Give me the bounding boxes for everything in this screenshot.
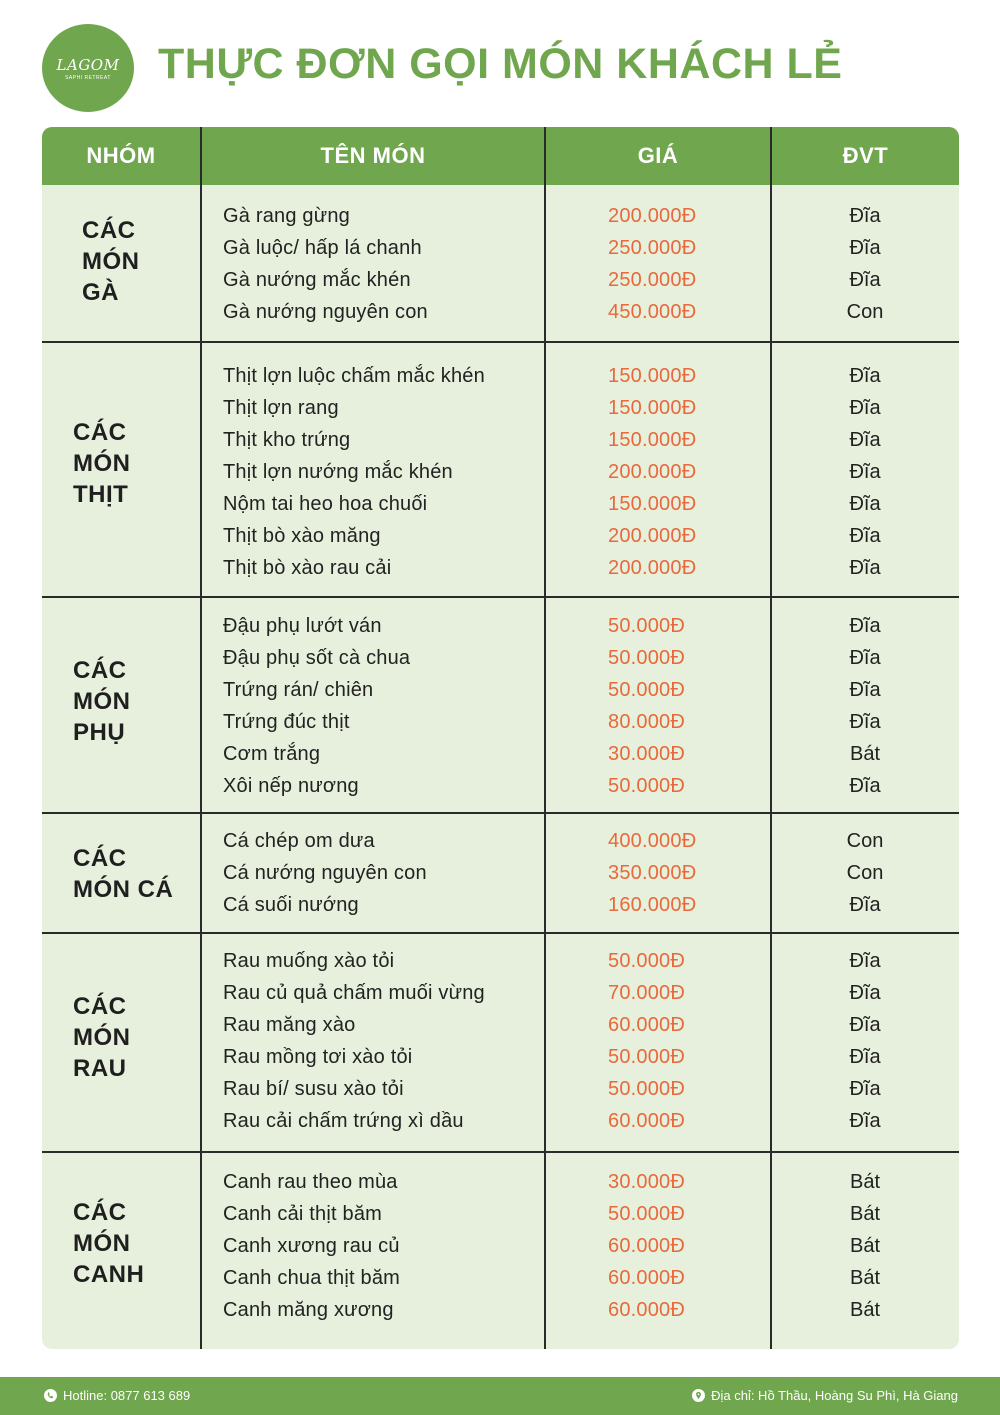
dish-price: 30.000Đ (608, 743, 686, 765)
dish-name: Cá nướng nguyên con (223, 862, 427, 884)
dish-price: 80.000Đ (608, 711, 686, 733)
dish-price: 450.000Đ (608, 301, 697, 323)
menu-item-row (42, 296, 959, 328)
dish-price: 50.000Đ (608, 679, 686, 701)
column-header-dish: TÊN MÓN (320, 143, 426, 168)
dish-price: 250.000Đ (608, 237, 697, 259)
dish-name: Thịt bò xào măng (223, 525, 381, 547)
group-label-line: CÁC (73, 1199, 127, 1226)
dish-name: Gà luộc/ hấp lá chanh (223, 237, 422, 259)
dish-name: Trứng rán/ chiên (223, 679, 374, 701)
dish-unit: Đĩa (849, 397, 881, 419)
table-header (42, 127, 959, 185)
dish-name: Nộm tai heo hoa chuối (223, 493, 428, 515)
phone-icon (44, 1389, 57, 1402)
dish-unit: Đĩa (849, 205, 881, 227)
dish-name: Cá suối nướng (223, 894, 359, 916)
dish-name: Rau mồng tơi xào tỏi (223, 1046, 413, 1068)
dish-price: 160.000Đ (608, 894, 697, 916)
dish-price: 200.000Đ (608, 205, 697, 227)
dish-name: Xôi nếp nương (223, 775, 359, 797)
column-header-price: GIÁ (637, 143, 679, 168)
menu-item-row (42, 857, 959, 889)
dish-name: Thịt kho trứng (223, 429, 351, 451)
dish-name: Đậu phụ sốt cà chua (223, 647, 411, 669)
brand-logo (42, 24, 134, 112)
dish-price: 50.000Đ (608, 1078, 686, 1100)
dish-price: 50.000Đ (608, 950, 686, 972)
menu-item-row (42, 945, 959, 977)
dish-price: 30.000Đ (608, 1171, 686, 1193)
dish-name: Canh xương rau củ (223, 1235, 400, 1257)
dish-unit: Đĩa (849, 557, 881, 579)
dish-name: Thịt lợn nướng mắc khén (223, 461, 453, 483)
dish-price: 60.000Đ (608, 1014, 686, 1036)
dish-unit: Con (846, 301, 884, 323)
dish-price: 70.000Đ (608, 982, 686, 1004)
menu-item-row (42, 770, 959, 802)
menu-item-row (42, 674, 959, 706)
menu-item-row (42, 825, 959, 857)
dish-name: Canh chua thịt băm (223, 1267, 401, 1289)
menu-item-row (42, 1041, 959, 1073)
group-divider (42, 1151, 959, 1153)
dish-name: Gà nướng mắc khén (223, 269, 411, 291)
dish-unit: Bát (849, 743, 881, 765)
menu-item-row (42, 610, 959, 642)
dish-name: Gà rang gừng (223, 205, 350, 227)
menu-item-row (42, 200, 959, 232)
dish-unit: Đĩa (849, 982, 881, 1004)
menu-item-row (42, 232, 959, 264)
footer-address (692, 1388, 958, 1403)
dish-unit: Đĩa (849, 237, 881, 259)
dish-price: 200.000Đ (608, 525, 697, 547)
dish-unit: Bát (849, 1267, 881, 1289)
dish-unit: Đĩa (849, 775, 881, 797)
dish-unit: Đĩa (849, 525, 881, 547)
menu-item-row (42, 1198, 959, 1230)
group-divider (42, 341, 959, 343)
menu-item-row (42, 392, 959, 424)
dish-unit: Đĩa (849, 894, 881, 916)
group-divider (42, 596, 959, 598)
menu-item-row (42, 1294, 959, 1326)
dish-unit: Đĩa (849, 493, 881, 515)
menu-item-row (42, 264, 959, 296)
group-label-line: MÓN (73, 1024, 131, 1051)
dish-name: Thịt bò xào rau cải (223, 557, 392, 579)
dish-unit: Đĩa (849, 1110, 881, 1132)
dish-unit: Đĩa (849, 679, 881, 701)
dish-name: Trứng đúc thịt (223, 711, 350, 733)
dish-price: 50.000Đ (608, 1046, 686, 1068)
dish-name: Đậu phụ lướt ván (223, 615, 382, 637)
dish-unit: Đĩa (849, 365, 881, 387)
hotline-text: Hotline: 0877 613 689 (63, 1388, 191, 1403)
footer-bar (0, 1377, 1000, 1415)
dish-name: Cơm trắng (223, 743, 321, 765)
page-title: THỰC ĐƠN GỌI MÓN KHÁCH LẺ (158, 40, 843, 88)
menu-item-row (42, 456, 959, 488)
menu-item-row (42, 1230, 959, 1262)
dish-price: 60.000Đ (608, 1299, 686, 1321)
menu-item-row (42, 1166, 959, 1198)
menu-item-row (42, 1073, 959, 1105)
group-label-line: RAU (73, 1055, 127, 1082)
group-label-line: MÓN (73, 1230, 131, 1257)
menu-item-row (42, 520, 959, 552)
dish-name: Gà nướng nguyên con (223, 301, 428, 323)
dish-name: Canh cải thịt băm (223, 1203, 383, 1225)
group-label-line: MÓN (73, 450, 131, 477)
group-divider (42, 812, 959, 814)
dish-unit: Con (846, 862, 884, 884)
group-label-line: CÁC (73, 657, 127, 684)
dish-price: 50.000Đ (608, 615, 686, 637)
dish-price: 50.000Đ (608, 775, 686, 797)
dish-price: 50.000Đ (608, 647, 686, 669)
dish-name: Rau muống xào tỏi (223, 950, 395, 972)
dish-price: 200.000Đ (608, 461, 697, 483)
dish-name: Canh rau theo mùa (223, 1171, 398, 1193)
dish-unit: Bát (849, 1203, 881, 1225)
menu-item-row (42, 552, 959, 584)
menu-item-row (42, 889, 959, 921)
menu-item-row (42, 1009, 959, 1041)
menu-item-row (42, 424, 959, 456)
group-label-line: PHỤ (73, 719, 126, 746)
logo-brand-text: LAGOM (56, 55, 120, 74)
dish-price: 50.000Đ (608, 1203, 686, 1225)
group-label-line: GÀ (82, 279, 119, 306)
dish-name: Thịt lợn rang (223, 397, 339, 419)
dish-price: 400.000Đ (608, 830, 697, 852)
dish-unit: Đĩa (849, 1014, 881, 1036)
footer-hotline (44, 1388, 190, 1403)
group-label-line: CÁC (73, 419, 127, 446)
address-text: Địa chỉ: Hồ Thầu, Hoàng Su Phì, Hà Giang (711, 1388, 958, 1403)
dish-price: 150.000Đ (608, 493, 697, 515)
group-label-line: THỊT (73, 481, 129, 508)
dish-price: 150.000Đ (608, 429, 697, 451)
menu-table (42, 127, 959, 1349)
dish-name: Rau măng xào (223, 1014, 356, 1036)
dish-unit: Đĩa (849, 711, 881, 733)
dish-name: Thịt lợn luộc chấm mắc khén (223, 365, 485, 387)
group-label-line: MÓN (82, 248, 140, 275)
menu-item-row (42, 706, 959, 738)
dish-unit: Đĩa (849, 429, 881, 451)
dish-price: 60.000Đ (608, 1267, 686, 1289)
menu-item-row (42, 360, 959, 392)
group-label-line: MÓN CÁ (73, 876, 174, 903)
dish-name: Canh măng xương (223, 1299, 394, 1321)
dish-price: 150.000Đ (608, 365, 697, 387)
dish-unit: Đĩa (849, 269, 881, 291)
dish-unit: Bát (849, 1299, 881, 1321)
group-divider (42, 932, 959, 934)
dish-name: Rau bí/ susu xào tỏi (223, 1078, 404, 1100)
menu-item-row (42, 1105, 959, 1137)
dish-name: Rau cải chấm trứng xì dầu (223, 1110, 464, 1132)
dish-unit: Bát (849, 1171, 881, 1193)
group-label-line: CANH (73, 1261, 145, 1288)
dish-price: 150.000Đ (608, 397, 697, 419)
location-pin-icon (692, 1389, 705, 1402)
dish-unit: Bát (849, 1235, 881, 1257)
dish-price: 60.000Đ (608, 1235, 686, 1257)
dish-unit: Đĩa (849, 615, 881, 637)
menu-item-row (42, 738, 959, 770)
dish-unit: Con (846, 830, 884, 852)
dish-price: 350.000Đ (608, 862, 697, 884)
dish-unit: Đĩa (849, 461, 881, 483)
dish-price: 60.000Đ (608, 1110, 686, 1132)
menu-item-row (42, 488, 959, 520)
dish-unit: Đĩa (849, 1046, 881, 1068)
logo-tagline: SAPHI RETREAT (65, 74, 111, 81)
group-label-line: CÁC (73, 845, 127, 872)
dish-unit: Đĩa (849, 950, 881, 972)
dish-price: 250.000Đ (608, 269, 697, 291)
column-header-unit: ĐVT (842, 143, 889, 168)
dish-unit: Đĩa (849, 647, 881, 669)
group-label-line: MÓN (73, 688, 131, 715)
menu-item-row (42, 977, 959, 1009)
column-header-group: NHÓM (86, 143, 156, 168)
dish-name: Rau củ quả chấm muối vừng (223, 982, 485, 1004)
menu-item-row (42, 642, 959, 674)
menu-item-row (42, 1262, 959, 1294)
group-label-line: CÁC (82, 217, 136, 244)
group-label-line: CÁC (73, 993, 127, 1020)
dish-unit: Đĩa (849, 1078, 881, 1100)
dish-price: 200.000Đ (608, 557, 697, 579)
dish-name: Cá chép om dưa (223, 830, 375, 852)
